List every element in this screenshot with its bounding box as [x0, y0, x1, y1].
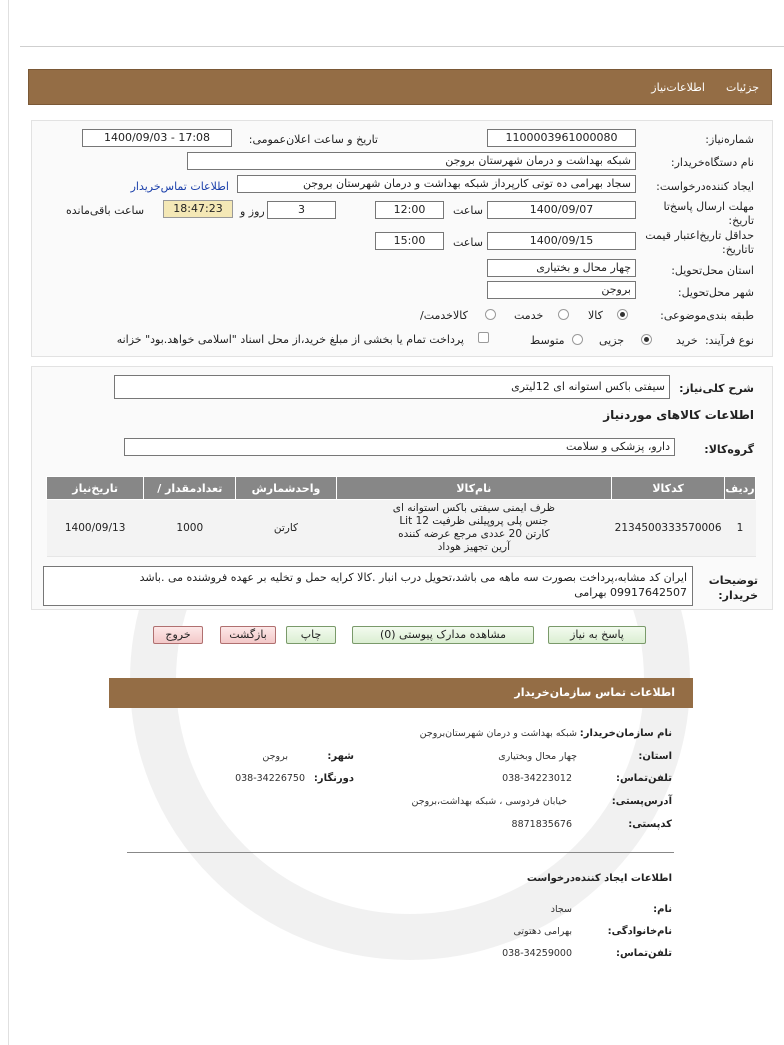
announce-date-field: 1400/09/03 - 17:08: [82, 129, 232, 147]
category-label: طبقه بندی‌موضوعی:: [660, 309, 754, 322]
last-name-value: بهرامی دهتوتی: [513, 926, 572, 937]
fax-label: دورنگار:: [313, 773, 354, 784]
reply-to-need-button[interactable]: پاسخ به نیاز: [548, 626, 646, 644]
goods-info-header: اطلاعات کالاهای موردنیاز: [603, 408, 754, 422]
category-service-label: خدمت: [514, 309, 544, 322]
city-field: بروجن: [487, 281, 636, 299]
row-name-line: ظرف ایمنی سیفتی باکس استوانه ای: [392, 502, 555, 514]
treasury-payment-checkbox[interactable]: [478, 332, 489, 343]
goods-group-label: گروه‌کالا:: [704, 443, 754, 456]
row-name-line: آرین تجهیز هوداد: [437, 541, 511, 553]
fax-value: 038-34226750: [235, 773, 305, 784]
category-goods-label: کالا: [588, 309, 603, 322]
buyer-notes-label: توضیحات خریدار:: [708, 574, 758, 602]
validity-time-label: ساعت: [453, 236, 483, 249]
col-code: کدکالا: [612, 477, 725, 500]
print-button[interactable]: چاپ: [286, 626, 336, 644]
col-index: ردیف: [725, 477, 756, 500]
tab-details[interactable]: جزئیات: [726, 81, 759, 94]
top-divider: [20, 46, 784, 47]
row-unit: کارتن: [236, 500, 336, 557]
category-service-radio[interactable]: [558, 309, 569, 320]
validity-label: حداقل تاریخ‌اعتبار قیمت تا‌تاریخ:: [645, 229, 754, 256]
treasury-payment-label: پرداخت تمام یا بخشی از مبلغ خرید،از محل اسناد "اسلامی خواهد.بود" خزانه: [116, 333, 464, 346]
row-date: 1400/09/13: [47, 500, 144, 557]
creator-label: ایجاد کننده‌درخواست:: [656, 180, 754, 193]
category-goods-radio[interactable]: [617, 309, 628, 320]
row-name-line: کارتن 20 عددی مرجع عرضه کننده: [398, 528, 550, 540]
address-label: آدرس‌پستی:: [611, 796, 672, 807]
row-qty: 1000: [144, 500, 236, 557]
postal-code-label: کد‌پستی:: [628, 819, 672, 830]
exit-button[interactable]: خروج: [153, 626, 203, 644]
requester-phone-label: تلفن‌تماس:: [615, 948, 672, 959]
days-field: 3: [267, 201, 336, 219]
contact-divider: [127, 852, 674, 853]
buyer-notes-line2: 09917642507 بهرامی: [574, 586, 687, 599]
contact-section-header: [109, 678, 693, 708]
province-contact-value: چهار محال وبختیاری: [498, 751, 577, 762]
description-field: سیفتی باکس استوانه ای 12لیتری: [114, 375, 670, 399]
phone-value: 038-34223012: [502, 773, 572, 784]
city-label: شهر محل‌تحویل:: [677, 286, 754, 299]
requester-info-header: اطلاعات ایجاد کننده‌درخواست: [526, 873, 672, 884]
process-type-label: نوع فرآیند:: [704, 334, 754, 347]
process-medium-label: متوسط: [530, 334, 565, 347]
view-attachments-button[interactable]: مشاهده مدارک پیوستی (0): [352, 626, 534, 644]
validity-date-field: 1400/09/15: [487, 232, 636, 250]
need-number-field: 1100003961000080: [487, 129, 636, 147]
creator-field: سجاد بهرامی ده توتی کارپرداز شبکه بهداشت و درمان شهرستان بروجن: [237, 175, 636, 193]
category-both-label: کالا‌خدمت/: [420, 309, 468, 322]
process-minor-radio[interactable]: [572, 334, 583, 345]
row-name: [336, 500, 612, 557]
buyer-org-label: نام دستگاه‌خریدار:: [670, 156, 754, 169]
goods-table: [46, 476, 756, 557]
province-contact-label: استان:: [638, 751, 672, 762]
city-contact-label: شهر:: [327, 751, 354, 762]
col-name: نام‌کالا: [336, 477, 612, 500]
col-unit: واحدشمارش: [236, 477, 336, 500]
contact-section-title: اطلاعات تماس سازمان‌خریدار: [514, 686, 675, 699]
org-name-label: نام سازمان‌خریدار:: [579, 728, 672, 739]
buyer-org-field: شبکه بهداشت و درمان شهرستان بروجن: [187, 152, 636, 170]
col-qty: تعدادمقدار /: [144, 477, 236, 500]
row-name-line: جنس پلی پروپیلنی ظرفیت 12 Lit: [399, 515, 549, 527]
buyer-notes-field: [43, 566, 693, 606]
reply-time-field: 12:00: [375, 201, 444, 219]
description-label: شرح کلی‌نیاز:: [679, 382, 754, 395]
tab-bar: [28, 69, 772, 105]
announce-date-label: تاریخ و ساعت اعلان‌عمومی:: [248, 133, 378, 146]
tab-need-info[interactable]: اطلاعات‌نیاز: [651, 81, 705, 94]
reply-time-label: ساعت: [453, 204, 483, 217]
remaining-time-field: 18:47:23: [163, 200, 233, 218]
col-date: تاریخ‌نیاز: [47, 477, 144, 500]
city-contact-value: بروجن: [262, 751, 288, 762]
goods-table-header: [47, 477, 756, 500]
process-purchase-label: خرید: [676, 334, 698, 347]
postal-code-value: 8871835676: [511, 819, 572, 830]
row-code: 2134500333570006: [612, 500, 725, 557]
requester-phone-value: 038-34259000: [502, 948, 572, 959]
left-divider: [8, 0, 9, 1045]
goods-group-field: دارو، پزشکی و سلامت: [124, 438, 675, 456]
process-minor-label: جزیی: [599, 334, 625, 347]
first-name-label: نام:: [653, 904, 672, 915]
reply-date-field: 1400/09/07: [487, 201, 636, 219]
row-index: 1: [725, 500, 756, 557]
org-name-value: شبکه بهداشت و درمان شهرستان‌بروجن: [419, 728, 577, 739]
validity-time-field: 15:00: [375, 232, 444, 250]
process-purchase-radio[interactable]: [641, 334, 652, 345]
reply-deadline-label: مهلت ارسال پاسخ‌تا تاریخ:: [663, 200, 754, 227]
table-row: [47, 500, 756, 557]
back-button[interactable]: بازگشت: [220, 626, 276, 644]
buyer-notes-line1: ایران کد مشابه،پرداخت بصورت سه ماهه می باشد،تحویل درب انبار .کالا کرایه حمل و تخلیه بر عهده فروشنده می .باشد: [139, 571, 687, 584]
need-number-label: شماره‌نیاز:: [705, 133, 754, 146]
remaining-time-label: ساعت باقی‌مانده: [66, 204, 145, 217]
buyer-contact-link[interactable]: اطلاعات تماس‌خریدار: [130, 180, 229, 193]
province-label: استان محل‌تحویل:: [671, 264, 754, 277]
phone-label: تلفن‌تماس:: [615, 773, 672, 784]
address-value: خیابان فردوسی ، شبکه بهداشت،بروجن: [411, 796, 567, 807]
last-name-label: نام‌خانوادگی:: [607, 926, 672, 937]
first-name-value: سجاد: [550, 904, 572, 915]
days-label: روز و: [240, 205, 265, 218]
category-both-radio[interactable]: [485, 309, 496, 320]
province-field: چهار محال و بختیاری: [487, 259, 636, 277]
